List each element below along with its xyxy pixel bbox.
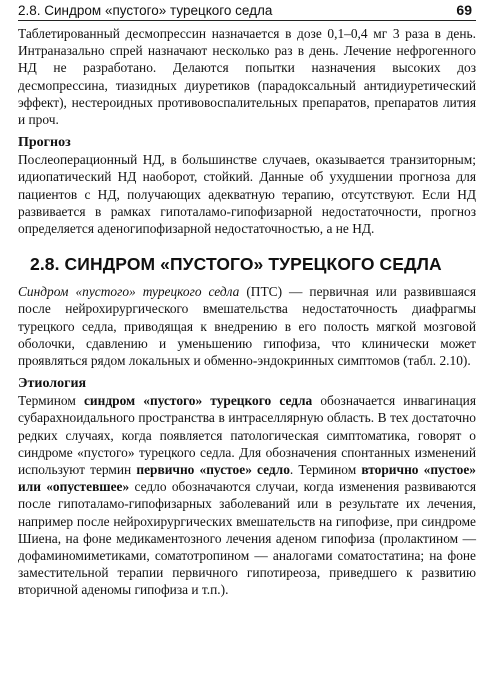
etiology-heading: Этиология (18, 376, 87, 392)
etiology-term-primary: первично «пустое» седло (136, 462, 290, 478)
etiology-paragraph (18, 392, 476, 598)
etiology-text-1: Термином (18, 393, 84, 409)
section-title: 2.8. СИНДРОМ «ПУСТОГО» ТУРЕЦКОГО СЕДЛА (30, 254, 442, 275)
etiology-term-ets: синдром «пустого» турецкого седла (83, 393, 313, 409)
page-number: 69 (456, 2, 472, 18)
paragraph-treatment: Таблетированный десмопрессин назначается в дозе 0,1–0,4 мг 3 раза в день. Интраназально спрей назначают несколько раз в день. Лечение нефрогенного НД не разработано. Делаются попытки назначения высоких доз десмопрессина, тиазидных диуретиков (парадоксальный антидиуретический эффект), нестероидных противовоспалительных препаратов, препаратов лития и проч. (18, 26, 476, 128)
etiology-text-3: . Термином (289, 462, 362, 478)
prognosis-paragraph: Послеоперационный НД, в большинстве случаев, оказывается транзиторным; идиопатический НД наоборот, стойкий. Данные об ухудшении прогноза для пациентов с НД, получающих адекватную терапию, отсутствуют. Если НД развивается в рамках гипоталамо-гипофизарной недостаточности, прогноз определяется аденогипофизарной недостаточностью, а не НД. (18, 152, 476, 237)
running-title: 2.8. Синдром «пустого» турецкого седла (18, 3, 273, 18)
intro-text: (ПТС) — первичная или развившаяся после нейрохирургического вмешательства недостаточность диафрагмы турецкого седла, приводящая к внедрению в его полость мягкой мозговой оболочки, сдавлению и уменьшению гипофиза, что клинически может проявляться рядом локальных и обменно-эндокринных симптомов (табл. 2.10). (18, 284, 476, 369)
prognosis-heading: Прогноз (18, 135, 71, 151)
etiology-text-2: обозначается инвагинация субарахноидального пространства в интраселлярную область. В тех достаточно редких случаях, когда появляется патологическая симптоматика, говорят о синдроме «пустого» турецкого седла. Для обозначения спонтанных изменений используют термин (18, 393, 476, 478)
etiology-term-secondary: вторично «пустое» или «опустевшее» (18, 462, 476, 495)
running-header (18, 0, 476, 21)
etiology-text-4: седло обозначаются случаи, когда изменения развиваются после гипоталамо-гипофизарных заболеваний или в результате их лечения, например после нейрохирургических вмешательств на гипофизе, при синдроме Шиена, на фоне медикаментозного лечения аденом гипофиза (пролактином — дофаминомиметиками, соматотропином — аналогами соматостатина; на фоне заместительной терапии первичного гипотиреоза, приведшего к развитию вторичной аденомы гипофиза и т.п.). (18, 479, 476, 598)
section-intro-paragraph (18, 283, 476, 369)
intro-term: Синдром «пустого» турецкого седла (18, 284, 240, 300)
